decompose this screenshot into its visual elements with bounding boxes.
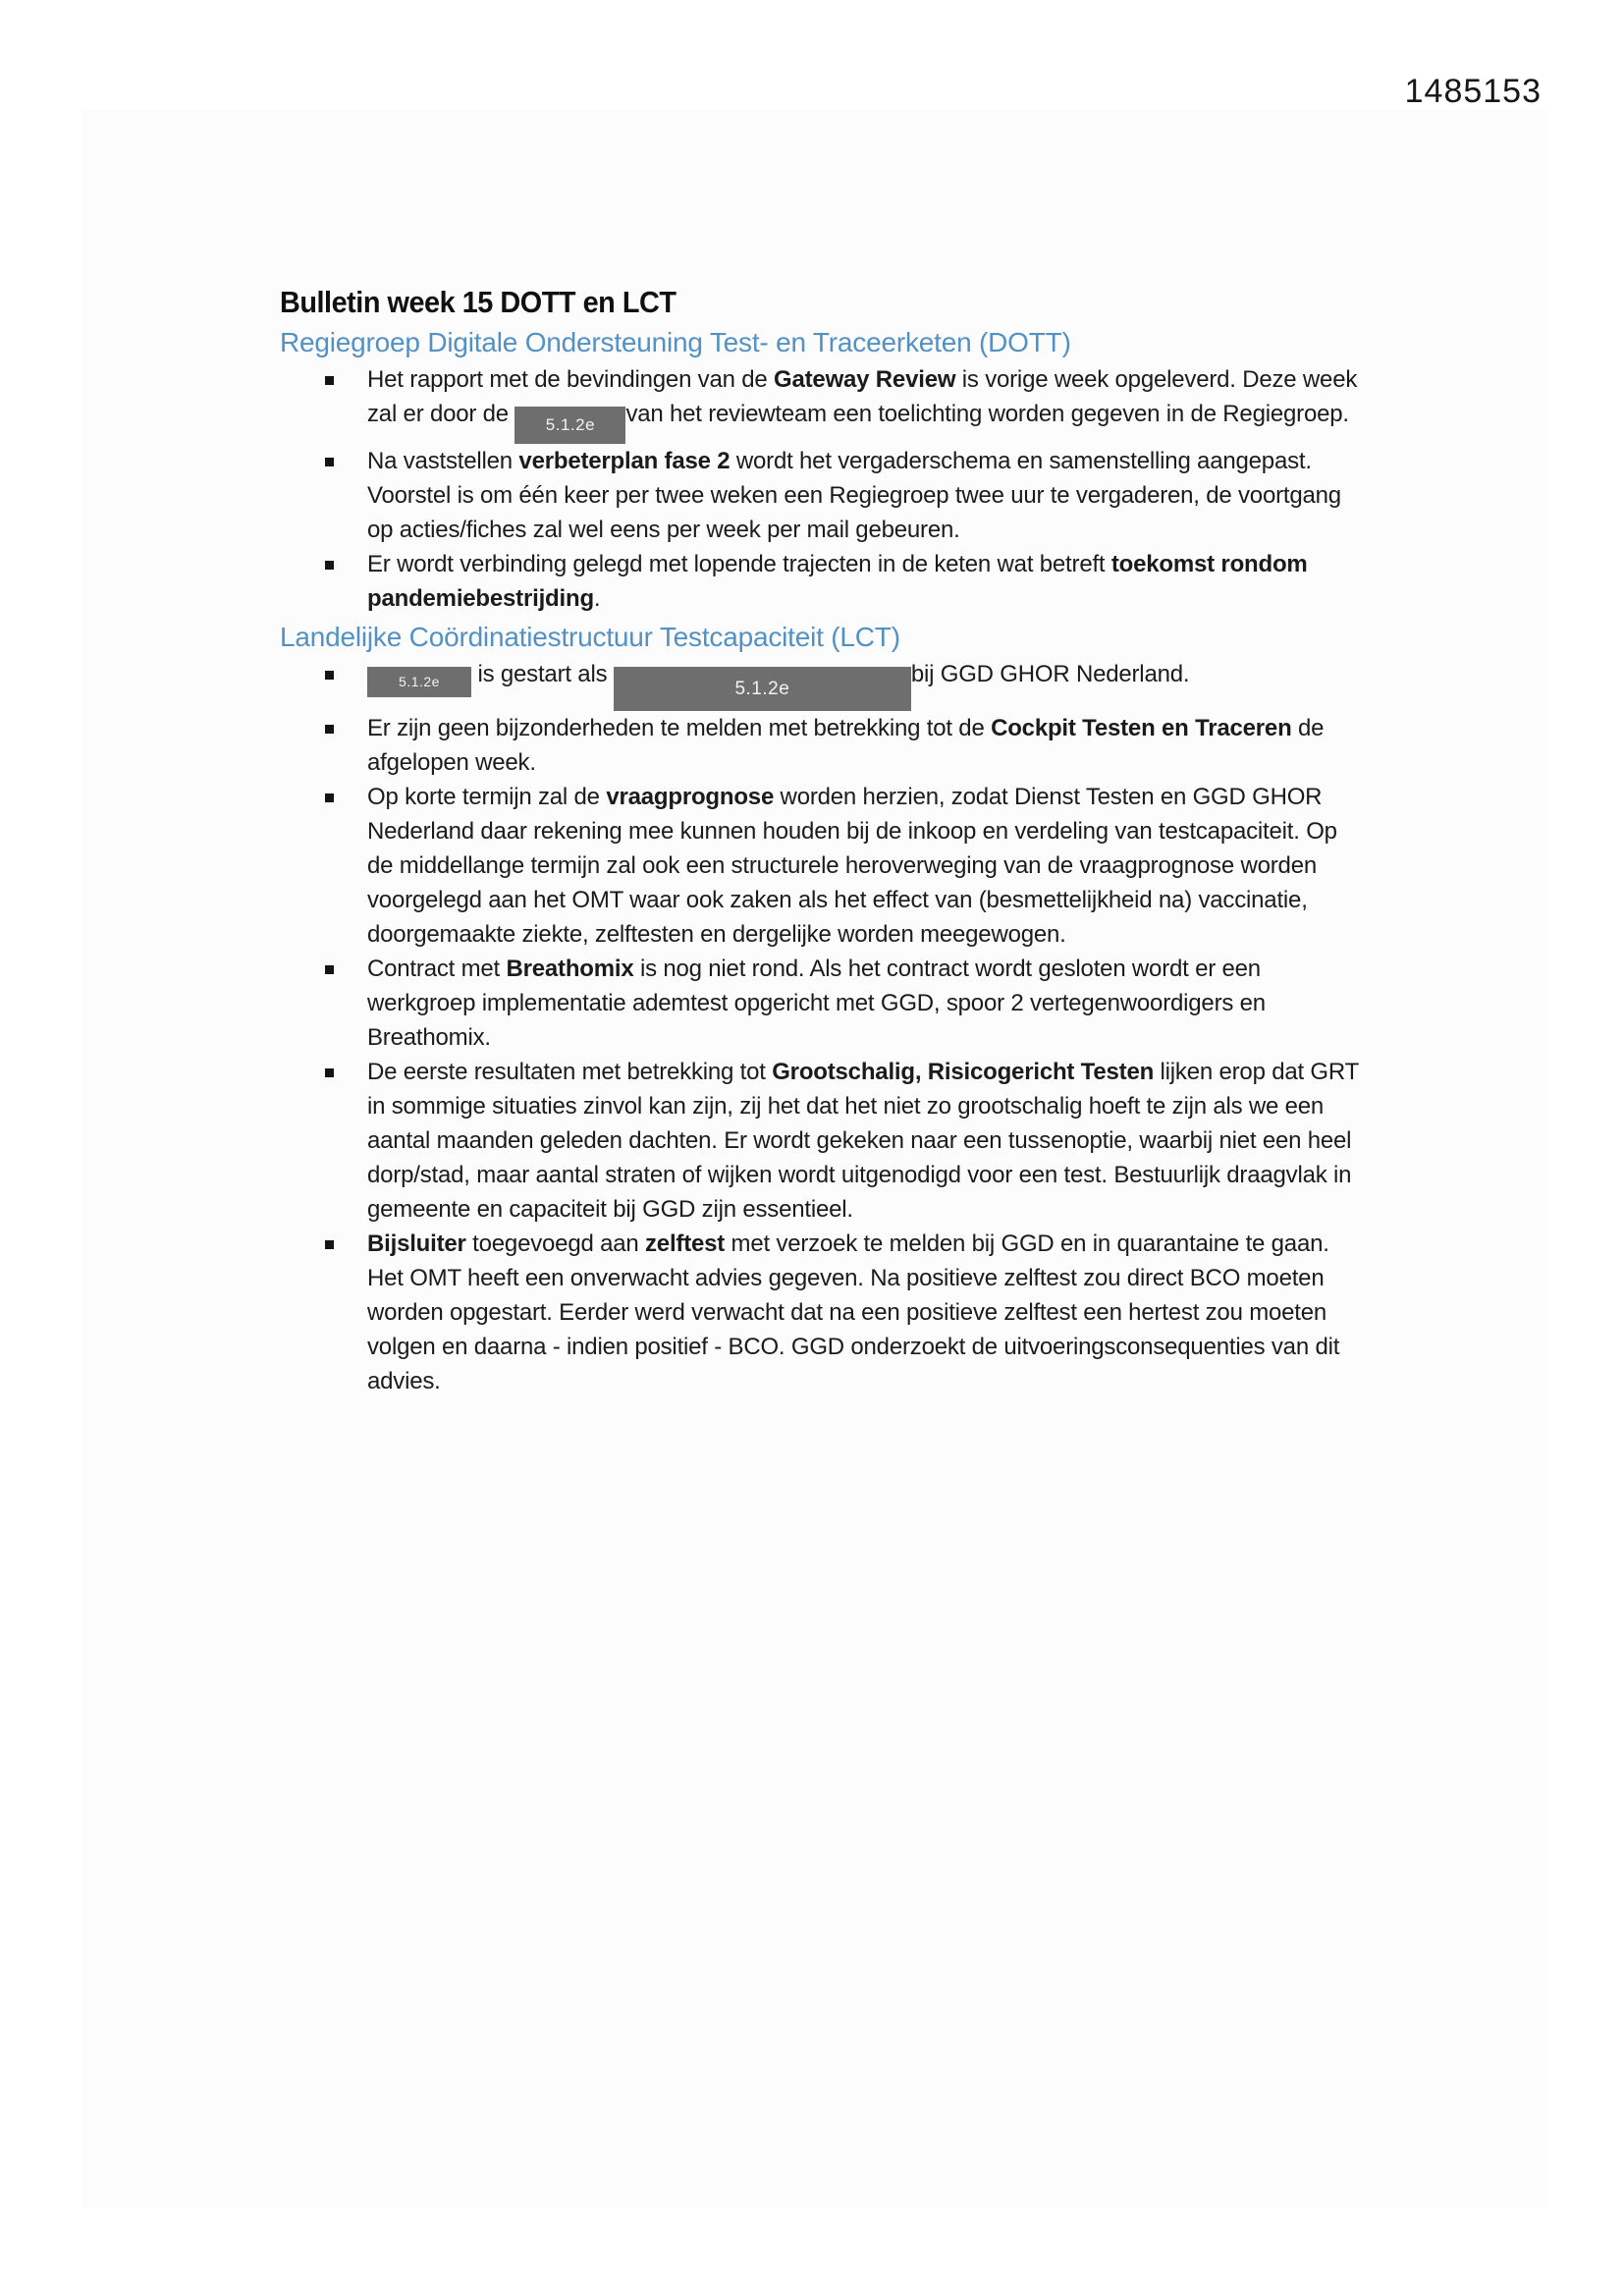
bold-segment: Cockpit Testen en Traceren [991, 715, 1292, 741]
bullet-item [280, 1227, 1360, 1398]
bullet-item [280, 711, 1360, 780]
bullet-list-lct [280, 657, 1360, 1398]
bold-segment: Bijsluiter [367, 1230, 466, 1257]
bold-segment: toekomst rondom pandemiebestrijding [367, 551, 1308, 612]
bullet-text [367, 1059, 1359, 1223]
text-segment: toegevoegd aan [465, 1230, 645, 1257]
bullet-text [367, 715, 1324, 776]
text-segment: de afgelopen week. [367, 715, 1325, 776]
bullet-marker [325, 965, 334, 974]
document-title: Bulletin week 15 DOTT en LCT [280, 285, 677, 319]
bullet-marker [325, 1068, 334, 1077]
bold-segment: zelftest [645, 1230, 726, 1257]
bullet-marker [325, 793, 334, 802]
text-segment: Contract met [367, 956, 507, 982]
bullet-item [280, 952, 1360, 1055]
text-segment: Op korte termijn zal de [367, 784, 607, 810]
bold-segment: vraagprognose [606, 784, 775, 810]
bullet-marker [325, 1240, 334, 1249]
bullet-marker [325, 458, 334, 466]
bullet-text [367, 1230, 1339, 1394]
redaction-box: 5.1.2e [614, 667, 911, 711]
text-segment: Er wordt verbinding gelegd met lopende trajecten in de keten wat betreft [367, 551, 1111, 577]
text-segment: is nog niet rond. Als het contract wordt gesloten wordt er een werkgroep implementatie ademtest opgericht met GGD, spoor 2 vertegenwoordigers en Breathomix. [367, 956, 1266, 1051]
section-heading-dott: Regiegroep Digitale Ondersteuning Test- en Traceerketen (DOTT) [280, 327, 1071, 357]
bullet-marker [325, 671, 334, 680]
bold-segment: Grootschalig, Risicogericht Testen [772, 1059, 1155, 1085]
bullet-text [367, 784, 1337, 948]
bullet-list-dott [280, 362, 1360, 616]
text-segment: Het rapport met de bevindingen van de [367, 366, 775, 393]
text-segment: van het reviewteam een toelichting worden gegeven in de Regiegroep. [625, 401, 1349, 427]
text-segment: . [593, 585, 601, 612]
section-heading-lct: Landelijke Coördinatiestructuur Testcapaciteit (LCT) [280, 622, 900, 652]
bullet-item [280, 657, 1360, 711]
text-segment: met verzoek te melden bij GGD en in quarantaine te gaan. Het OMT heeft een onverwacht advies gegeven. Na positieve zelftest zou direct BCO moeten worden opgestart. Eerder werd verwacht dat na een positieve zelftest een hertest zou moeten volgen en daarna - indien positief - BCO. GGD onderzoekt de uitvoeringsconsequenties van dit advies. [367, 1230, 1340, 1394]
text-segment: Na vaststellen [367, 448, 519, 474]
text-segment: is gestart als [471, 661, 614, 687]
bullet-text [367, 661, 1190, 699]
redaction-box: 5.1.2e [367, 667, 471, 697]
bullet-marker [325, 561, 334, 570]
redaction-box: 5.1.2e [514, 407, 625, 444]
bullet-item [280, 1055, 1360, 1227]
text-segment: is vorige week opgeleverd. Deze week zal er door de [367, 366, 1358, 427]
text-segment: wordt het vergaderschema en samenstelling aangepast. Voorstel is om één keer per twee weken een Regiegroep twee uur te vergaderen, de voortgang op acties/fiches zal wel eens per week per mail gebeuren. [367, 448, 1341, 543]
bullet-marker [325, 376, 334, 385]
text-segment: bij GGD GHOR Nederland. [910, 661, 1190, 687]
bullet-text [367, 551, 1308, 612]
bullet-item [280, 547, 1360, 616]
bold-segment: Breathomix [506, 956, 634, 982]
text-segment: lijken erop dat GRT in sommige situaties zinvol kan zijn, zij het dat het niet zo grootschalig hoeft te zijn als we een aantal maanden geleden dachten. Er wordt gekeken naar een tussenoptie, waarbij niet een heel dorp/stad, maar aantal straten of wijken wordt uitgenodigd voor een test. Bestuurlijk draagvlak in gemeente en capaciteit bij GGD zijn essentieel. [367, 1059, 1359, 1223]
bullet-marker [325, 725, 334, 734]
text-segment: De eerste resultaten met betrekking tot [367, 1059, 773, 1085]
bullet-item [280, 444, 1360, 547]
document-content [280, 285, 1360, 1400]
bold-segment: Gateway Review [774, 366, 956, 393]
bold-segment: verbeterplan fase 2 [518, 448, 731, 474]
text-segment: worden herzien, zodat Dienst Testen en GGD GHOR Nederland daar rekening mee kunnen houden bij de inkoop en verdeling van testcapaciteit. Op de middellange termijn zal ook een structurele heroverweging van de vraagprognose worden voorgelegd aan het OMT waar ook zaken als het effect van (besmettelijkheid na) vaccinatie, doorgemaakte ziekte, zelftesten en dergelijke worden meegewogen. [367, 784, 1337, 948]
bullet-item [280, 362, 1360, 444]
bullet-text [367, 956, 1266, 1051]
document-number: 1485153 [1404, 73, 1542, 110]
bullet-text [367, 448, 1341, 543]
text-segment: Er zijn geen bijzonderheden te melden met betrekking tot de [367, 715, 992, 741]
bullet-item [280, 780, 1360, 952]
bullet-text [367, 366, 1358, 434]
